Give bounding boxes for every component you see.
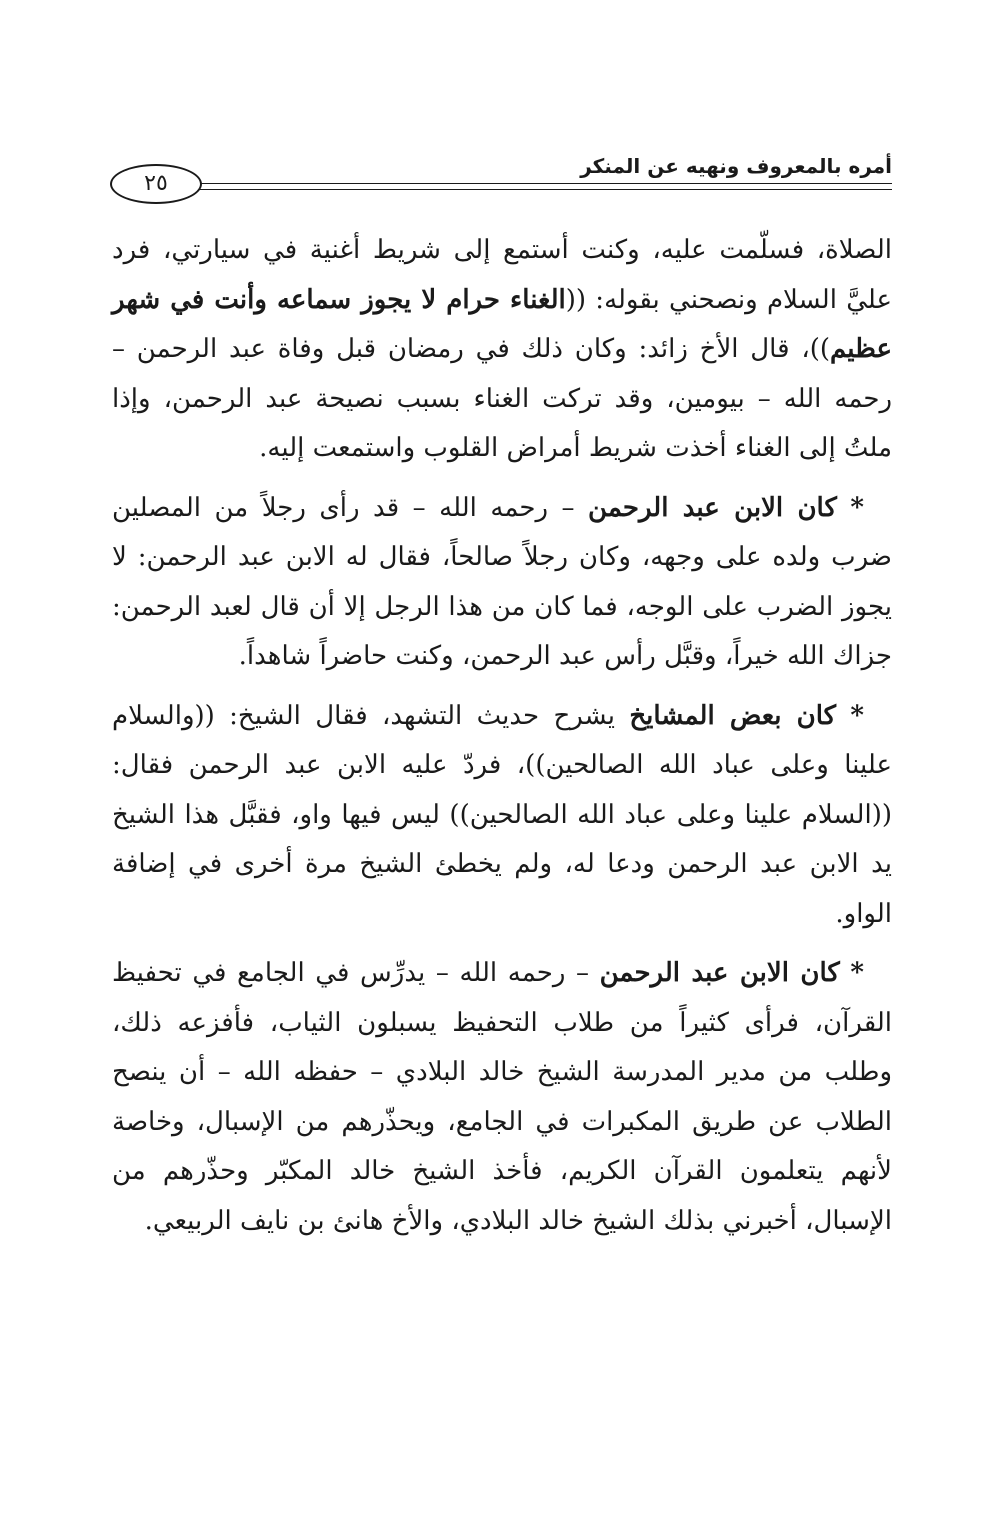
- paragraph-1: [112, 226, 892, 474]
- paragraph-text: – رحمه الله – قد رأى رجلاً من المصلين ضرب ولده على وجهه، وكان رجلاً صالحاً، فقال له الابن عبد الرحمن: لا يجوز الضرب على الوجه، فما كان من هذا الرجل إلا أن قال لعبد الرحمن: جزاك الله خيراً، وقبَّل رأس عبد الرحمن، وكنت حاضراً شاهداً.: [112, 492, 892, 671]
- asterisk-marker: *: [850, 700, 865, 731]
- paragraph-bold-text: كان بعض المشايخ: [629, 700, 837, 731]
- paragraph-text: ))، قال الأخ زائد: وكان ذلك في رمضان قبل وفاة عبد الرحمن – رحمه الله – بيومين، وقد تركت الغناء بسبب نصيحة عبد الرحمن، وإذا ملتُ إلى الغناء أخذت شريط أمراض القلوب واستمعت إليه.: [112, 334, 892, 463]
- paragraph-bold-text: كان الابن عبد الرحمن: [588, 492, 837, 523]
- paragraph-bold-text: كان الابن عبد الرحمن: [599, 958, 840, 988]
- header-rule-top: [195, 183, 892, 184]
- paragraph-2: [112, 484, 892, 682]
- header-rule-bottom: [195, 189, 892, 190]
- paragraph-text: الصلاة، فسلّمت عليه، وكنت أستمع إلى شريط أغنية في سيارتي، فرد عليَّ السلام ونصحني بقوله: ((: [112, 235, 892, 315]
- paragraph-3: [112, 692, 892, 940]
- paragraph-text: – رحمه الله – يدرِّس في الجامع في تحفيظ القرآن، فرأى كثيراً من طلاب التحفيظ يسبلون الثياب، فأفزعه ذلك، وطلب من مدير المدرسة الشيخ خالد البلادي – حفظه الله – أن ينصح الطلاب عن طريق المكبرات في الجامع، ويحذّرهم من الإسبال، وخاصة لأنهم يتعلمون القرآن الكريم، فأخذ الشيخ خالد المكبّر وحذّرهم من الإسبال، أخبرني بذلك الشيخ خالد البلادي، والأخ هانئ بن نايف الربيعي.: [112, 958, 892, 1236]
- paragraph-text: يشرح حديث التشهد، فقال الشيخ: ((والسلام علينا وعلى عباد الله الصالحين))، فردّ عليه الابن عبد الرحمن فقال: ((السلام علينا وعلى عباد الله الصالحين)) ليس فيها واو، فقبَّل هذا الشيخ يد الابن عبد الرحمن ودعا له، ولم يخطئ الشيخ مرة أخرى في إضافة الواو.: [112, 700, 892, 929]
- paragraph-4: [112, 949, 892, 1246]
- asterisk-marker: *: [850, 958, 865, 988]
- page-body: [112, 226, 892, 1256]
- page-number-badge: ٢٥: [110, 164, 202, 204]
- running-header: [110, 150, 892, 210]
- paragraph-bold-text: الغناء حرام لا يجوز سماعه وأنت في شهر عظيم: [112, 284, 892, 364]
- header-title: أمره بالمعروف ونهيه عن المنكر: [580, 154, 892, 178]
- asterisk-marker: *: [850, 492, 864, 523]
